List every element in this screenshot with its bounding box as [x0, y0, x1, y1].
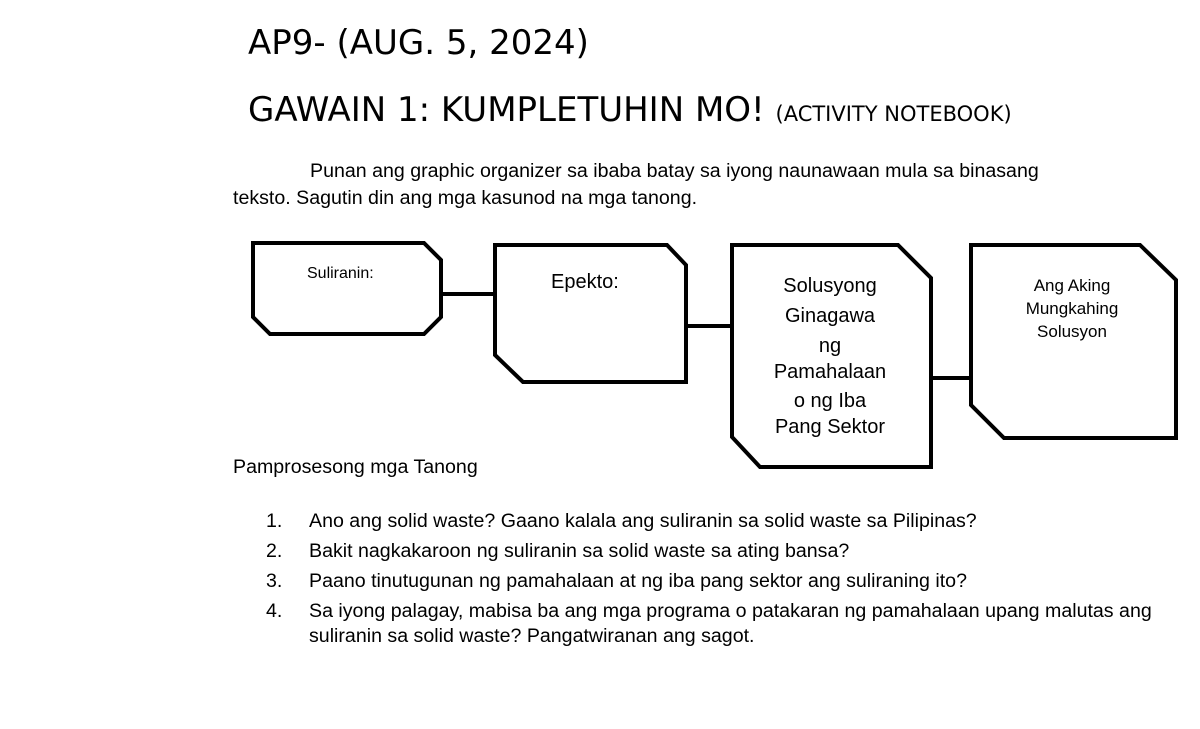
box-epekto-label: Epekto: — [551, 271, 619, 293]
box-solusyong-line: ng — [818, 335, 842, 357]
question-number: 3. — [266, 570, 283, 592]
box-suliranin-label: Suliranin: — [307, 265, 374, 282]
question-text: Paano tinutugunan ng pamahalaan at ng iba pang sektor ang suliraning ito? — [309, 570, 967, 592]
box-epekto — [495, 245, 686, 382]
questions-heading: Pamprosesong mga Tanong — [233, 456, 478, 478]
question-item — [233, 599, 1178, 649]
box-suliranin — [253, 243, 441, 334]
question-item — [233, 509, 1178, 534]
questions-list — [233, 509, 1178, 654]
question-item — [233, 569, 1178, 594]
box-mungkahing-solusyon — [971, 245, 1176, 438]
activity-title-note: (ACTIVITY NOTEBOOK) — [775, 102, 1012, 126]
question-number: 4. — [266, 600, 283, 622]
activity-title-main: GAWAIN 1: KUMPLETUHIN MO! — [248, 90, 765, 130]
question-text: Sa iyong palagay, mabisa ba ang mga programa o patakaran ng pamahalaan upang malutas ang suliranin sa solid waste? Pangatwiranan ang sagot. — [309, 600, 1152, 647]
question-number: 1. — [266, 510, 283, 532]
box-solusyong-line: Pamahalaan — [773, 361, 887, 383]
box-mungkahing-line: Solusyon — [1037, 322, 1107, 341]
page-title: AP9- (AUG. 5, 2024) — [248, 23, 589, 63]
box-solusyong-line: Pang Sektor — [774, 416, 886, 438]
instruction-line-2: teksto. Sagutin din ang mga kasunod na mga tanong. — [233, 187, 698, 209]
instruction-line-1: Punan ang graphic organizer sa ibaba batay sa iyong naunawaan mula sa binasang — [310, 160, 1039, 182]
box-solusyong-line: Ginagawa — [784, 305, 876, 327]
box-mungkahing-line: Mungkahing — [1025, 299, 1119, 318]
box-mungkahing-line: Ang Aking — [1033, 276, 1111, 295]
box-solusyong-line: Solusyong — [783, 275, 877, 297]
question-text: Ano ang solid waste? Gaano kalala ang suliranin sa solid waste sa Pilipinas? — [309, 510, 977, 532]
question-text: Bakit nagkakaroon ng suliranin sa solid waste sa ating bansa? — [309, 540, 850, 562]
question-item — [233, 539, 1178, 564]
question-number: 2. — [266, 540, 283, 562]
box-solusyong-line: o ng Iba — [793, 390, 867, 412]
